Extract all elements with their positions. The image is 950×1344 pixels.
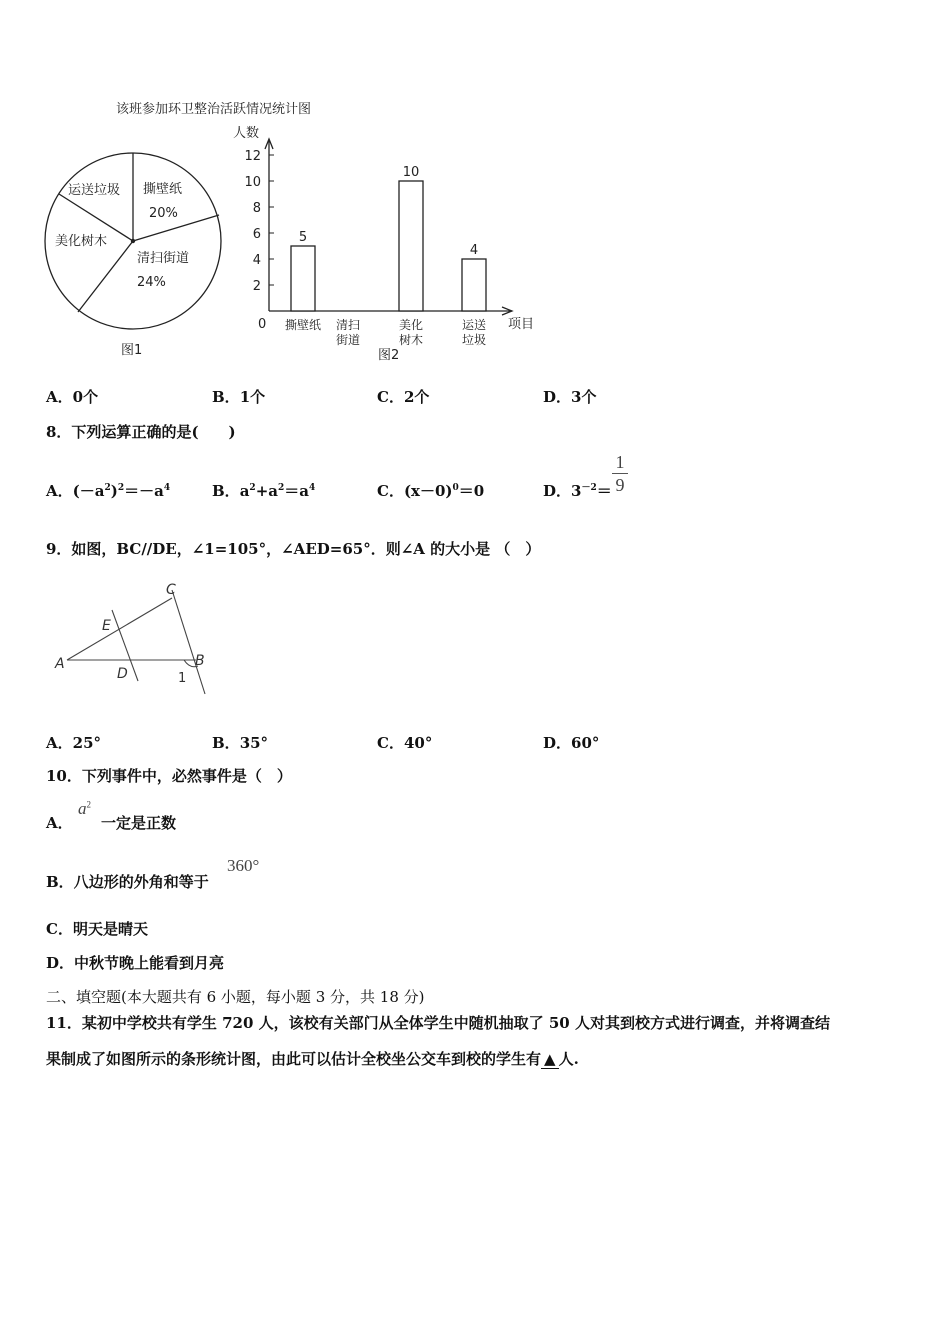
- bar-y-tick-label: 6: [252, 227, 261, 242]
- bar-category-label: 清扫: [335, 318, 361, 332]
- pie-chart: [45, 153, 221, 358]
- q7-option-d[interactable]: D．3个: [543, 388, 597, 406]
- bar-y-tick-label: 12: [244, 149, 261, 164]
- q10-option-a-math: $a^2$: [78, 799, 91, 818]
- q9-option-b[interactable]: B．35°: [212, 734, 269, 752]
- pie-pct-wallpaper: 20%: [149, 206, 178, 221]
- q10-option-a-letter[interactable]: A．: [46, 814, 73, 832]
- bar-category-label: 撕壁纸: [284, 318, 322, 332]
- point-a-label: A: [55, 656, 65, 672]
- fraction-bar: [612, 473, 628, 474]
- pie-caption: 图1: [121, 343, 143, 358]
- q8-fraction: [612, 452, 628, 495]
- q7-option-b[interactable]: B．1个: [212, 388, 266, 406]
- q7-option-a[interactable]: A．0个: [46, 388, 99, 406]
- bar-category-label-line2: 街道: [335, 333, 361, 347]
- pie-divider-bottom: [78, 241, 133, 312]
- answer-blank[interactable]: ▲: [541, 1050, 559, 1069]
- bar-caption: 图2: [378, 348, 400, 363]
- point-d-label: D: [117, 666, 128, 682]
- q9-option-c[interactable]: C．40°: [377, 734, 433, 752]
- q9-stem: 9．如图，BC//DE，∠1=105°，∠AED=65°．则∠A 的大小是 （ ）: [46, 540, 541, 558]
- bar-y-tick-label: 10: [244, 175, 261, 190]
- pie-center-dot: [131, 239, 135, 243]
- angle-1-label: 1: [178, 671, 187, 686]
- bar-xlabel: 项目: [508, 317, 535, 332]
- pie-label-trees: 美化树木: [55, 234, 108, 249]
- q9-option-d[interactable]: D．60°: [543, 734, 600, 752]
- fraction-numerator: 1: [615, 452, 625, 472]
- point-c-label: C: [166, 582, 176, 598]
- bar: [291, 246, 315, 311]
- point-b-label: B: [195, 653, 205, 669]
- statistics-figure: [0, 0, 950, 380]
- bar: [399, 181, 423, 311]
- q7-option-c[interactable]: C．2个: [377, 388, 430, 406]
- bar-category-label: 美化: [398, 318, 424, 332]
- pie-label-street: 清扫街道: [137, 251, 190, 266]
- q9-geometry-figure: [0, 570, 260, 710]
- bar: [462, 259, 486, 311]
- bar-y-tick-label: 2: [252, 279, 261, 294]
- bar-chart: [233, 125, 534, 363]
- q11-line2: 果制成了如图所示的条形统计图，由此可以估计全校坐公交车到校的学生有 ▲ 人.: [46, 1050, 579, 1068]
- q10-option-c[interactable]: C．明天是晴天: [46, 920, 148, 938]
- q8-stem: 8．下列运算正确的是( ): [46, 423, 236, 441]
- bar-y-tick-label: 8: [252, 201, 261, 216]
- q10-stem: 10．下列事件中，必然事件是（ ）: [46, 767, 292, 785]
- q10-option-d[interactable]: D．中秋节晚上能看到月亮: [46, 954, 225, 972]
- pie-label-recycle: 运送垃圾: [68, 183, 121, 198]
- q8-option-b[interactable]: B．$a^2+a^2=a^4$: [212, 482, 316, 500]
- q10-option-a-text: 一定是正数: [101, 814, 177, 832]
- fraction-denominator: 9: [615, 475, 625, 495]
- bar-value-label: 10: [402, 165, 420, 180]
- q10-option-b[interactable]: B．八边形的外角和等于: [46, 873, 209, 891]
- q9-option-a[interactable]: A．25°: [46, 734, 102, 752]
- q11-line1: 11．某初中学校共有学生 720 人，该校有关部门从全体学生中随机抽取了 50 人对其到校方式进行调查，并将调查结: [46, 1014, 830, 1032]
- q8-option-a[interactable]: A．$(-a^2)^2=-a^4$: [46, 482, 171, 500]
- q8-option-d[interactable]: D．$3^{-2}=$: [543, 482, 612, 500]
- pie-pct-street: 24%: [137, 275, 166, 290]
- point-e-label: E: [102, 618, 111, 634]
- bar-category-label-line2: 垃圾: [461, 333, 487, 347]
- figure-title: 该班参加环卫整治活跃情况统计图: [116, 102, 312, 117]
- bar-origin-label: 0: [258, 317, 267, 332]
- q10-option-b-math: 360°: [227, 856, 260, 875]
- bar-category-label: 运送: [461, 318, 487, 332]
- pie-label-wallpaper: 撕壁纸: [143, 182, 183, 197]
- line-bc: [172, 590, 205, 694]
- q8-option-c[interactable]: C．$(x-0)^0=0$: [377, 482, 485, 500]
- bar-value-label: 5: [298, 230, 308, 245]
- bar-category-label-line2: 树木: [398, 333, 424, 347]
- bar-ylabel: 人数: [233, 126, 260, 141]
- section-heading: 二、填空题(本大题共有 6 小题，每小题 3 分，共 18 分): [46, 988, 425, 1006]
- bar-y-tick-label: 4: [252, 253, 261, 268]
- bar-value-label: 4: [469, 243, 479, 258]
